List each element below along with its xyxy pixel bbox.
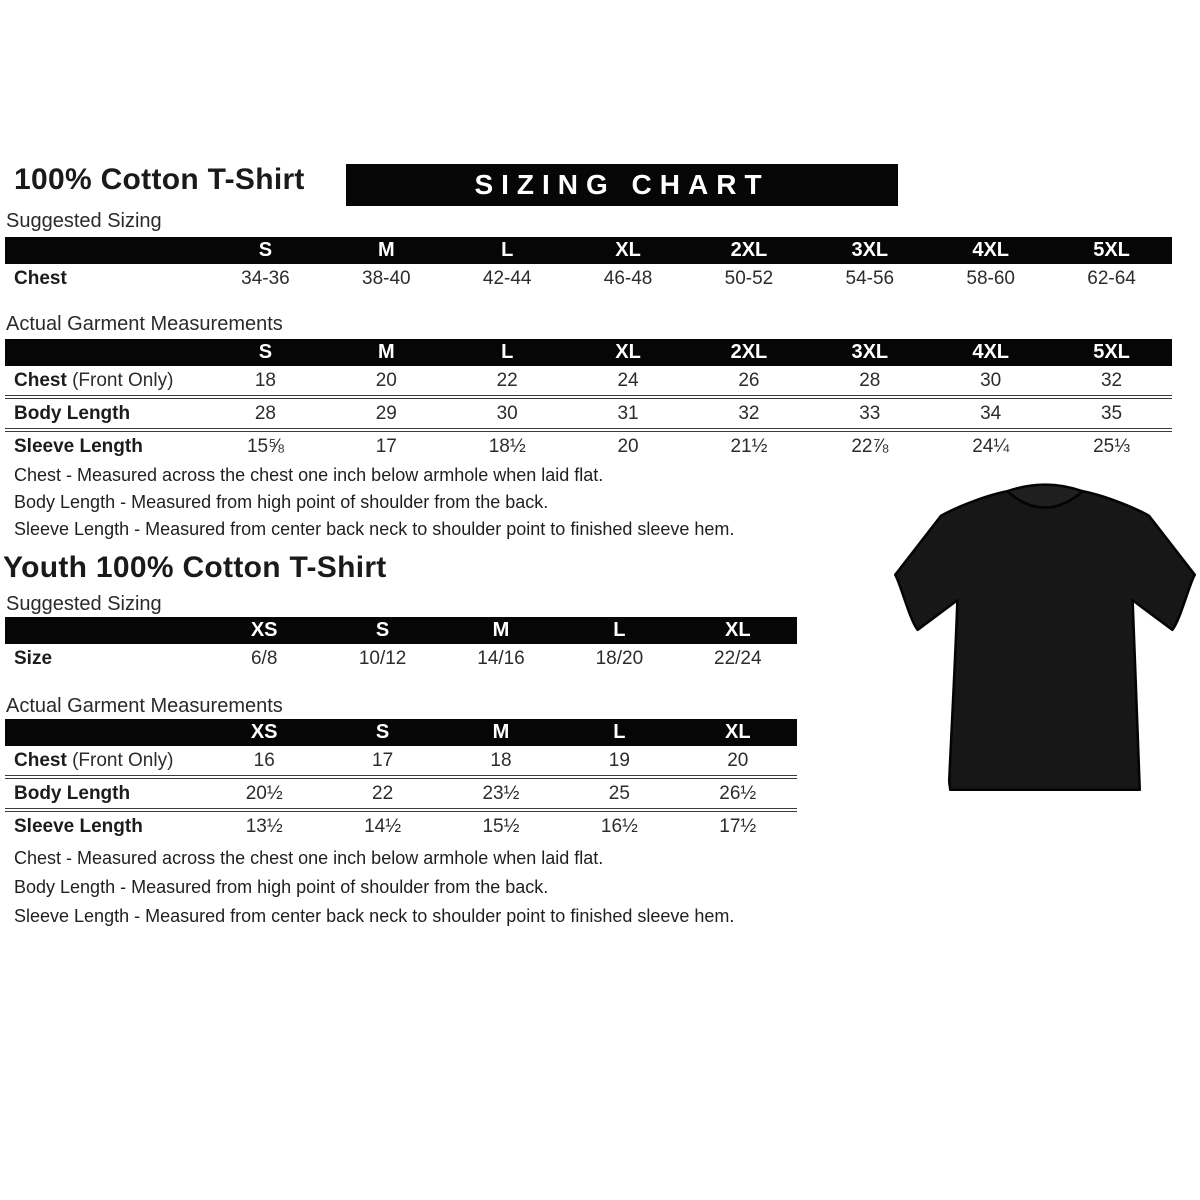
size-value-cell: 14½ [323, 810, 441, 841]
size-value-cell: 6/8 [250, 647, 278, 669]
size-value-cell: 20 [727, 749, 749, 771]
size-column-header: M [326, 339, 447, 366]
size-value-cell: 22/24 [714, 647, 762, 669]
youth-actual-measurements-table [5, 719, 797, 841]
size-column-header: XS [205, 719, 323, 746]
size-value-cell: 38-40 [362, 267, 411, 289]
size-value-cell: 30 [447, 397, 568, 430]
adult-suggested-sizing-label: Suggested Sizing [6, 210, 162, 232]
size-value-cell: 30 [980, 369, 1002, 391]
table-header-row [5, 237, 1172, 264]
note-line: Sleeve Length - Measured from center back neck to shoulder point to finished sleeve hem. [14, 519, 735, 539]
size-value-cell: 22 [323, 777, 441, 810]
note-line: Sleeve Length - Measured from center back neck to shoulder point to finished sleeve hem. [14, 906, 735, 926]
size-value-cell: 19 [608, 749, 630, 771]
adult-actual-measurements-label: Actual Garment Measurements [6, 313, 283, 335]
size-value-cell: 21½ [689, 430, 810, 461]
size-column-header: 5XL [1051, 237, 1172, 264]
youth-actual-measurements-label: Actual Garment Measurements [6, 695, 283, 717]
size-value-cell: 24 [617, 369, 639, 391]
sizing-chart-banner [346, 164, 898, 206]
size-value-cell: 18½ [447, 430, 568, 461]
size-value-cell: 34-36 [241, 267, 290, 289]
size-value-cell: 26 [738, 369, 760, 391]
size-column-header: 5XL [1051, 339, 1172, 366]
size-column-header: XL [568, 237, 689, 264]
size-value-cell: 42-44 [482, 267, 532, 289]
youth-section-title: Youth 100% Cotton T-Shirt [3, 551, 387, 584]
size-value-cell: 10/12 [358, 647, 407, 669]
row-label-cell [5, 644, 205, 673]
size-value-cell: 25 [560, 777, 678, 810]
size-column-header: L [447, 237, 568, 264]
size-value-cell: 15½ [442, 810, 560, 841]
size-value-cell: 20 [568, 430, 689, 461]
size-value-cell: 22 [496, 369, 518, 391]
row-label: Body Length [14, 402, 131, 424]
size-value-cell: 18 [254, 369, 276, 391]
row-label-suffix: (Front Only) [66, 749, 174, 771]
size-value-cell: 28 [205, 397, 326, 430]
size-value-cell: 26½ [679, 777, 797, 810]
table-row [5, 746, 797, 777]
table-corner-cell [5, 719, 205, 746]
size-column-header: 3XL [809, 339, 930, 366]
row-label-cell [5, 810, 205, 841]
adult-measurement-notes [14, 462, 734, 543]
size-value-cell: 23½ [442, 777, 560, 810]
size-value-cell: 34 [930, 397, 1051, 430]
table-row [5, 430, 1172, 461]
note-line: Body Length - Measured from high point of shoulder from the back. [14, 492, 549, 512]
size-value-cell: 14/16 [477, 647, 525, 669]
size-column-header: S [205, 237, 326, 264]
row-label: Chest [14, 749, 67, 771]
size-column-header: L [560, 617, 678, 644]
row-label: Body Length [14, 782, 131, 804]
size-value-cell: 62-64 [1087, 267, 1136, 289]
row-label-cell [5, 397, 205, 430]
size-value-cell: 25⅓ [1051, 430, 1172, 461]
table-corner-cell [5, 237, 205, 264]
size-value-cell: 32 [1100, 369, 1123, 391]
row-label-cell [5, 777, 205, 810]
size-column-header: 4XL [930, 237, 1051, 264]
size-value-cell: 16 [253, 749, 275, 771]
youth-suggested-sizing-label: Suggested Sizing [6, 593, 162, 615]
size-column-header: XL [568, 339, 689, 366]
table-row [5, 397, 1172, 430]
row-label: Sleeve Length [14, 435, 143, 457]
size-value-cell: 15⅝ [205, 430, 326, 461]
note-line: Chest - Measured across the chest one inch below armhole when laid flat. [14, 465, 604, 485]
size-column-header: M [326, 237, 447, 264]
size-column-header: 3XL [809, 237, 930, 264]
size-column-header: S [323, 617, 441, 644]
adult-suggested-sizing-table [5, 237, 1172, 293]
row-label: Size [14, 647, 53, 669]
row-label-cell [5, 366, 205, 397]
size-value-cell: 22⅞ [809, 430, 930, 461]
row-label-cell [5, 430, 205, 461]
size-value-cell: 18 [490, 749, 512, 771]
youth-suggested-sizing-table [5, 617, 797, 673]
table-header-row [5, 719, 797, 746]
black-tshirt-image [892, 477, 1198, 803]
row-label-cell [5, 264, 205, 293]
size-value-cell: 50-52 [724, 267, 774, 289]
size-value-cell: 29 [326, 397, 447, 430]
table-corner-cell [5, 339, 205, 366]
size-column-header: L [447, 339, 568, 366]
size-value-cell: 32 [689, 397, 810, 430]
size-value-cell: 17 [372, 749, 394, 771]
page-title: 100% Cotton T-Shirt [14, 163, 305, 196]
size-column-header: L [560, 719, 678, 746]
size-column-header: XS [205, 617, 323, 644]
table-row [5, 810, 797, 841]
table-corner-cell [5, 617, 205, 644]
size-value-cell: 54-56 [845, 267, 895, 289]
size-value-cell: 16½ [560, 810, 678, 841]
size-value-cell: 35 [1051, 397, 1172, 430]
size-column-header: 2XL [689, 339, 810, 366]
size-column-header: M [442, 617, 560, 644]
table-header-row [5, 339, 1172, 366]
size-value-cell: 46-48 [603, 267, 653, 289]
size-column-header: M [442, 719, 560, 746]
row-label-cell [5, 746, 205, 777]
size-value-cell: 31 [568, 397, 689, 430]
row-label: Chest [14, 369, 67, 391]
note-line: Chest - Measured across the chest one inch below armhole when laid flat. [14, 848, 604, 868]
adult-actual-measurements-table [5, 339, 1172, 461]
row-label-suffix: (Front Only) [66, 369, 174, 391]
size-value-cell: 28 [859, 369, 881, 391]
note-line: Body Length - Measured from high point of shoulder from the back. [14, 877, 549, 897]
size-value-cell: 58-60 [966, 267, 1015, 289]
size-column-header: XL [679, 617, 797, 644]
table-row [5, 777, 797, 810]
size-column-header: XL [679, 719, 797, 746]
size-value-cell: 24¼ [930, 430, 1051, 461]
size-value-cell: 17½ [679, 810, 797, 841]
size-value-cell: 13½ [205, 810, 323, 841]
size-value-cell: 33 [809, 397, 930, 430]
row-label: Chest [14, 267, 67, 289]
sizing-chart-banner-text: SIZING CHART [474, 169, 770, 200]
table-row [5, 366, 1172, 397]
size-value-cell: 17 [326, 430, 447, 461]
size-value-cell: 18/20 [595, 647, 644, 669]
size-column-header: S [323, 719, 441, 746]
size-column-header: S [205, 339, 326, 366]
table-row [5, 644, 797, 673]
size-value-cell: 20 [375, 369, 397, 391]
size-value-cell: 20½ [205, 777, 323, 810]
size-column-header: 4XL [930, 339, 1051, 366]
youth-measurement-notes [14, 844, 734, 931]
size-column-header: 2XL [689, 237, 810, 264]
row-label: Sleeve Length [14, 815, 143, 837]
table-row [5, 264, 1172, 293]
table-header-row [5, 617, 797, 644]
